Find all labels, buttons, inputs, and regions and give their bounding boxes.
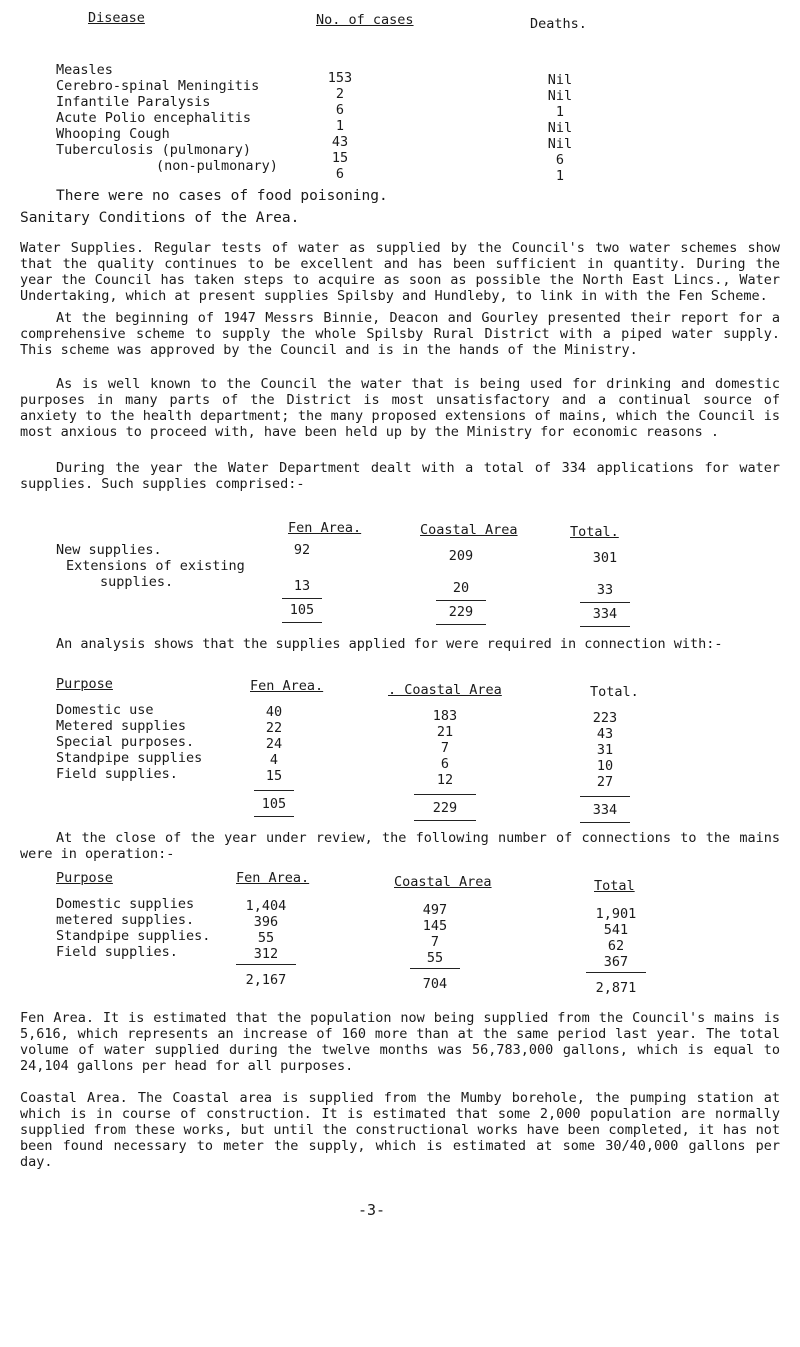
total-rule xyxy=(436,624,486,625)
fen-area-paragraph: Fen Area. It is estimated that the population now being supplied from the Council's mains is 5,616, which represents an increase of 160 more than at the same period last year. The total volume of water supplied during the twelve months was 56,783,000 gallons, which is equal to 24,104 gallons per head for all purposes. xyxy=(20,1010,780,1074)
cases-value: 6 xyxy=(335,166,345,182)
total-header: Total xyxy=(594,878,635,894)
deaths-value: Nil xyxy=(547,120,573,136)
row-label: Extensions of existing xyxy=(66,558,245,574)
total-value: 1,901 xyxy=(595,906,637,922)
disease-name: Infantile Paralysis xyxy=(56,94,211,110)
fen-value: 13 xyxy=(293,578,311,594)
food-poisoning-note: There were no cases of food poisoning. xyxy=(56,188,388,204)
total-header: Total. xyxy=(570,524,619,540)
total-value: 223 xyxy=(592,710,618,726)
total-rule xyxy=(414,820,476,821)
fen-area-header: Fen Area. xyxy=(288,520,362,536)
total-value: 301 xyxy=(592,550,618,566)
fen-total: 105 xyxy=(261,796,287,812)
deaths-value: Nil xyxy=(547,88,573,104)
total-value: 367 xyxy=(603,954,629,970)
total-value: 27 xyxy=(596,774,614,790)
sum-rule xyxy=(410,968,460,969)
coastal-area-paragraph: Coastal Area. The Coastal area is supplied from the Mumby borehole, the pumping station at which is in course of construction. It is estimated that some 2,000 population are normally supplied from these works, but until the constructional works have been completed, it has not been found necessary to meter the supply, which is estimated at some 30/40,000 gallons per day. xyxy=(20,1090,780,1170)
row-label: Domestic use xyxy=(56,702,154,718)
disease-name: Whooping Cough xyxy=(56,126,170,142)
cases-column-header: No. of cases xyxy=(316,12,414,28)
disease-column-header: Disease xyxy=(88,10,145,26)
deaths-value: Nil xyxy=(547,72,573,88)
sum-rule xyxy=(580,602,630,603)
fen-value: 4 xyxy=(269,752,279,768)
sum-rule xyxy=(586,972,646,973)
coastal-value: 20 xyxy=(452,580,470,596)
coastal-area-header: . Coastal Area xyxy=(388,682,502,698)
grand-total: 334 xyxy=(592,802,618,818)
coastal-total: 704 xyxy=(422,976,448,992)
coastal-value: 12 xyxy=(436,772,454,788)
sum-rule xyxy=(414,794,476,795)
coastal-value: 209 xyxy=(448,548,474,564)
row-label: Standpipe supplies. xyxy=(56,928,211,944)
coastal-area-header: Coastal Area xyxy=(420,522,518,538)
purpose-header: Purpose xyxy=(56,676,113,692)
total-rule xyxy=(282,622,322,623)
sum-rule xyxy=(282,598,322,599)
applications-paragraph: During the year the Water Department dealt with a total of 334 applications for water supplies. Such supplies comprised:- xyxy=(20,460,780,492)
coastal-value: 21 xyxy=(436,724,454,740)
deaths-value: Nil xyxy=(547,136,573,152)
total-rule xyxy=(254,816,294,817)
fen-value: 40 xyxy=(265,704,283,720)
disease-name: Cerebro-spinal Meningitis xyxy=(56,78,260,94)
total-value: 10 xyxy=(596,758,614,774)
disease-name: Measles xyxy=(56,62,113,78)
analysis-paragraph: An analysis shows that the supplies applied for were required in connection with:- xyxy=(56,636,723,652)
total-value: 43 xyxy=(596,726,614,742)
total-header: Total. xyxy=(590,684,639,700)
coastal-value: 7 xyxy=(430,934,440,950)
coastal-value: 6 xyxy=(440,756,450,772)
row-label: Field supplies. xyxy=(56,944,178,960)
connections-paragraph: At the close of the year under review, the following number of connections to the mains were in operation:- xyxy=(20,830,780,862)
total-value: 31 xyxy=(596,742,614,758)
cases-value: 153 xyxy=(327,70,353,86)
grand-total: 334 xyxy=(592,606,618,622)
fen-value: 1,404 xyxy=(245,898,287,914)
coastal-value: 183 xyxy=(432,708,458,724)
fen-value: 55 xyxy=(257,930,275,946)
row-label: supplies. xyxy=(100,574,174,590)
coastal-total: 229 xyxy=(448,604,474,620)
deaths-column-header: Deaths. xyxy=(530,16,587,32)
disease-name: Tuberculosis (pulmonary) xyxy=(56,142,252,158)
cases-value: 1 xyxy=(335,118,345,134)
fen-value: 92 xyxy=(293,542,311,558)
row-label: Domestic supplies xyxy=(56,896,195,912)
disease-name: Acute Polio encephalitis xyxy=(56,110,252,126)
coastal-value: 145 xyxy=(422,918,448,934)
fen-total: 105 xyxy=(289,602,315,618)
fen-total: 2,167 xyxy=(245,972,287,988)
row-label: Special purposes. xyxy=(56,734,195,750)
row-label: metered supplies. xyxy=(56,912,195,928)
coastal-value: 497 xyxy=(422,902,448,918)
binnie-scheme-paragraph: At the beginning of 1947 Messrs Binnie, Deacon and Gourley presented their report for a comprehensive scheme to supply the whole Spilsby Rural District with a piped water supply. This scheme was approved by the Council and is in the hands of the Ministry. xyxy=(20,310,780,358)
coastal-area-header: Coastal Area xyxy=(394,874,492,890)
total-rule xyxy=(580,626,630,627)
row-label: Standpipe supplies xyxy=(56,750,203,766)
cases-value: 2 xyxy=(335,86,345,102)
sanitary-heading: Sanitary Conditions of the Area. xyxy=(20,210,300,226)
coastal-total: 229 xyxy=(432,800,458,816)
row-label: Field supplies. xyxy=(56,766,178,782)
page-number: -3- xyxy=(358,1201,386,1219)
row-label: Metered supplies xyxy=(56,718,187,734)
deaths-value: 6 xyxy=(555,152,565,168)
coastal-value: 55 xyxy=(426,950,444,966)
deaths-value: 1 xyxy=(555,104,565,120)
fen-area-header: Fen Area. xyxy=(236,870,310,886)
sum-rule xyxy=(254,790,294,791)
sum-rule xyxy=(236,964,296,965)
fen-area-header: Fen Area. xyxy=(250,678,324,694)
cases-value: 15 xyxy=(331,150,349,166)
row-label: New supplies. xyxy=(56,542,162,558)
water-supplies-paragraph: Water Supplies. Regular tests of water as supplied by the Council's two water schemes show that the quality continues to be excellent and has been sufficient in quantity. During the year the Council has taken steps to acquire as soon as possible the North East Lincs., Water Undertaking, which at present supplies Spilsby and Hundleby, to link in with the Fen Scheme. xyxy=(20,240,780,304)
disease-name: (non-pulmonary) xyxy=(156,158,278,174)
sum-rule xyxy=(436,600,486,601)
fen-value: 15 xyxy=(265,768,283,784)
cases-value: 43 xyxy=(331,134,349,150)
purpose-header: Purpose xyxy=(56,870,113,886)
total-value: 33 xyxy=(596,582,614,598)
total-rule xyxy=(580,822,630,823)
fen-value: 22 xyxy=(265,720,283,736)
coastal-value: 7 xyxy=(440,740,450,756)
fen-value: 312 xyxy=(253,946,279,962)
grand-total: 2,871 xyxy=(595,980,637,996)
fen-value: 396 xyxy=(253,914,279,930)
total-value: 62 xyxy=(607,938,625,954)
deaths-value: 1 xyxy=(555,168,565,184)
cases-value: 6 xyxy=(335,102,345,118)
fen-value: 24 xyxy=(265,736,283,752)
domestic-water-paragraph: As is well known to the Council the water that is being used for drinking and domestic purposes in many parts of the District is most unsatisfactory and a continual source of anxiety to the health department; the many proposed extensions of mains, which the Council is most anxious to proceed with, have been held up by the Ministry for economic reasons . xyxy=(20,376,780,440)
sum-rule xyxy=(580,796,630,797)
total-value: 541 xyxy=(603,922,629,938)
